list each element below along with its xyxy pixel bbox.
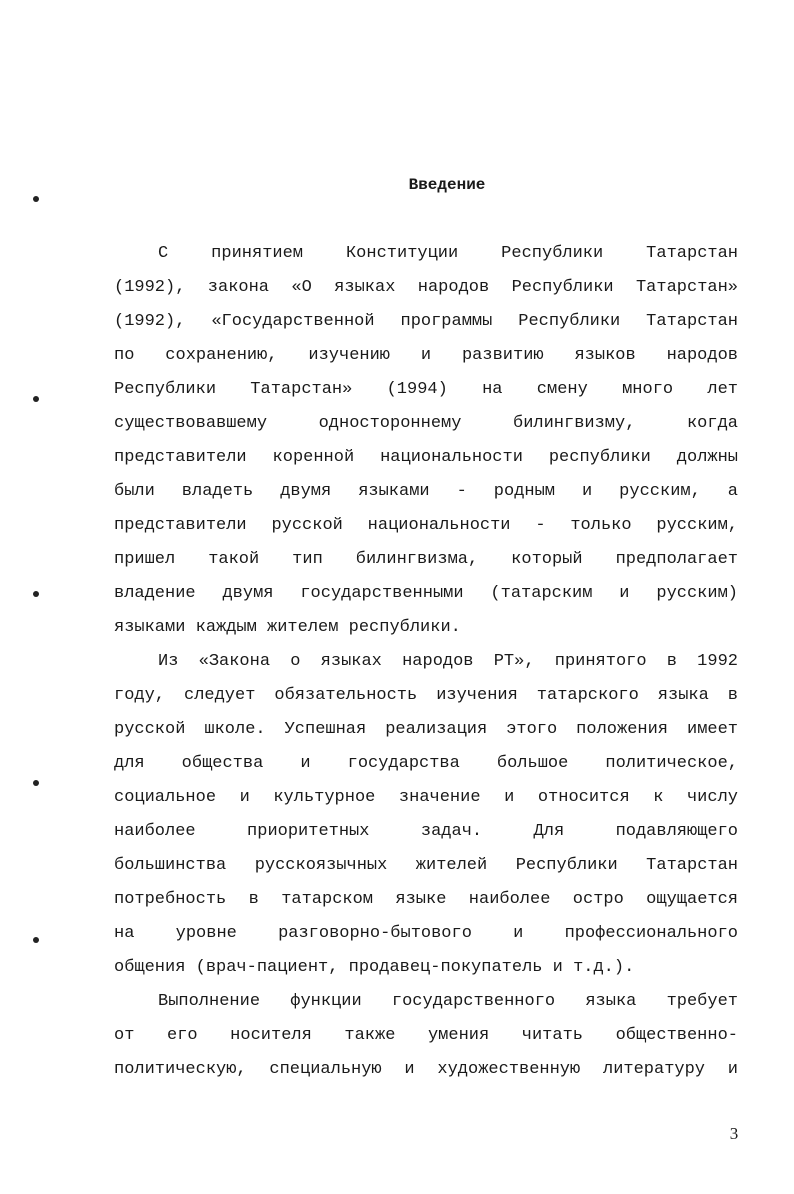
text-line: на уровне разговорно-бытового и профессионального (114, 924, 738, 943)
text-line: языками каждым жителем республики. (114, 618, 461, 637)
scan-dot-mark (33, 591, 39, 597)
text-line: представители русской национальности - только русским, (114, 516, 738, 535)
text-line: представители коренной национальности республики должны (114, 448, 738, 467)
text-line: Из «Закона о языках народов РТ», принятого в 1992 (158, 652, 738, 671)
text-line: владение двумя государственными (татарским и русским) (114, 584, 738, 603)
text-line: общения (врач-пациент, продавец-покупатель и т.д.). (114, 958, 635, 977)
scan-dot-mark (33, 937, 39, 943)
scan-dot-mark (33, 396, 39, 402)
scan-dot-mark (33, 196, 39, 202)
scan-dot-mark (33, 780, 39, 786)
text-line: С принятием Конституции Республики Татарстан (158, 244, 738, 263)
text-line: (1992), закона «О языках народов Республики Татарстан» (114, 278, 738, 297)
text-line: были владеть двумя языками - родным и русским, а (114, 482, 738, 501)
text-line: наиболее приоритетных задач. Для подавляющего (114, 822, 738, 841)
text-line: политическую, специальную и художественную литературу и (114, 1060, 738, 1079)
text-line: пришел такой тип билингвизма, который предполагает (114, 550, 738, 569)
text-line: большинства русскоязычных жителей Республики Татарстан (114, 856, 738, 875)
text-line: (1992), «Государственной программы Республики Татарстан (114, 312, 738, 331)
text-line: для общества и государства большое политическое, (114, 754, 738, 773)
text-line: Республики Татарстан» (1994) на смену много лет (114, 380, 738, 399)
text-line: по сохранению, изучению и развитию языков народов (114, 346, 738, 365)
page-title: Введение (408, 176, 486, 194)
page-number: 3 (729, 1124, 739, 1143)
text-line: существовавшему одностороннему билингвизму, когда (114, 414, 738, 433)
text-line: социальное и культурное значение и относится к числу (114, 788, 738, 807)
text-line: году, следует обязательность изучения татарского языка в (114, 686, 738, 705)
text-line: русской школе. Успешная реализация этого положения имеет (114, 720, 738, 739)
text-line: Выполнение функции государственного языка требует (158, 992, 738, 1011)
text-line: потребность в татарском языке наиболее остро ощущается (114, 890, 738, 909)
text-line: от его носителя также умения читать общественно- (114, 1026, 738, 1045)
